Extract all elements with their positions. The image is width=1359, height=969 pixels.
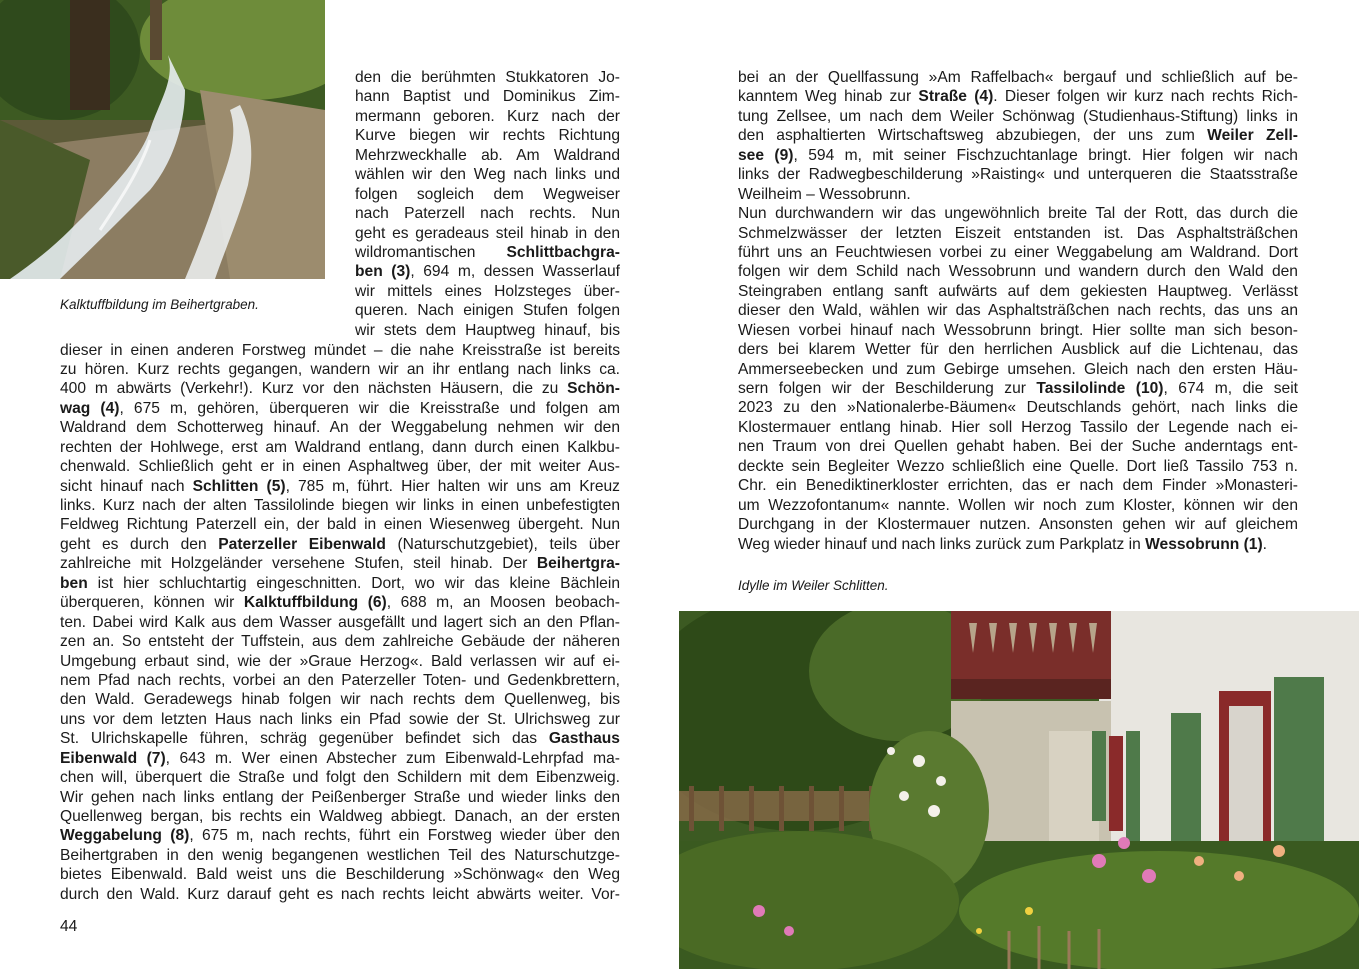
text-line: Durchgang in der Klostermauer nutzen. Ansonsten gehen wir auf gleichem xyxy=(738,516,1298,534)
text-line: Schmelzwässer der letzten Eiszeit entstanden ist. Das Asphaltsträßchen xyxy=(738,224,1298,242)
text-line: zen an. So entsteht der Tuffstein, aus dem zahlreiche Gebäude der näheren xyxy=(60,633,620,651)
text-line: Wir gehen nach links entlang der Peißenberger Straße und wieder links den xyxy=(60,788,620,806)
page-number: 44 xyxy=(60,918,78,935)
text-line xyxy=(355,243,620,262)
waypoint-bold: Weiler Zell- xyxy=(1207,127,1298,145)
text-segment: , 675 m, nach rechts, führt ein Forstweg wieder über den xyxy=(189,827,620,845)
text-line xyxy=(738,146,1298,165)
text-segment: , 688 m, an Moosen beobach- xyxy=(386,594,620,612)
text-line: 2023 zu den »Nationalerbe-Bäumen« Deutschlands gehört, nach links die xyxy=(738,399,1298,417)
waypoint-bold: ben xyxy=(60,574,88,592)
text-line xyxy=(60,729,620,748)
text-line: Beihertgraben in den wenig begangenen westlichen Teil des Naturschutzge- xyxy=(60,846,620,864)
text-line xyxy=(60,554,620,573)
text-line: nen Traum von drei Quellen gehabt haben. Bei der Suche anderntags ent- xyxy=(738,438,1298,456)
text-line xyxy=(60,749,620,768)
text-line: ten. Dabei wird Kalk aus dem Wasser ausgefällt und lagert sich an den Pflan- xyxy=(60,613,620,631)
text-line: mermann geboren. Kurz nach der xyxy=(355,107,620,125)
text-line xyxy=(60,477,620,496)
text-line: chen will, überquert die Straße und folgt den Schildern mit dem Eibenzweig. xyxy=(60,769,620,787)
text-line xyxy=(60,535,620,554)
text-line xyxy=(738,87,1298,106)
text-segment: 400 m abwärts (Verkehr!). Kurz vor den nächsten Häusern, die zu xyxy=(60,380,568,398)
text-segment: , 674 m, die seit xyxy=(1163,380,1298,397)
village-house-illustration xyxy=(679,611,1359,969)
text-segment: sicht hinauf nach xyxy=(60,477,193,495)
text-segment: zahlreiche mit Holzgeländer versehene Stufen, steil hinab. Der xyxy=(60,555,537,573)
text-line xyxy=(738,379,1298,398)
text-segment: , 694 m, dessen Wasserlauf xyxy=(410,263,620,281)
text-line: führt uns an Feuchtwiesen vorbei zu einer Weggabelung am Waldrand. Dort xyxy=(738,243,1298,261)
text-line: geht es geradeaus steil hinab in den xyxy=(355,224,620,242)
text-segment: (Naturschutzgebiet), teils über xyxy=(385,535,620,553)
text-line: rechten der Hohlwege, erst am Waldrand entlang, dann durch einen Kalkbu- xyxy=(60,438,620,456)
text-line: nach Paterzell nach rechts. Nun xyxy=(355,205,620,223)
text-segment: wildromantischen xyxy=(355,243,507,261)
waypoint-bold: see (9) xyxy=(738,146,794,164)
village-photo-caption: Idylle im Weiler Schlitten. xyxy=(738,578,889,593)
text-line: Umgebung erbaut sind, wie der »Graue Herzog«. Bald verlassen wir auf ei- xyxy=(60,652,620,670)
text-line: tung Zellsee, um nach dem Weiler Schönwag (Studienhaus-Stiftung) links in xyxy=(738,107,1298,125)
waypoint-bold: Schlitten (5) xyxy=(192,477,286,495)
text-line xyxy=(60,399,620,418)
text-line: Ammerseebecken und zum Gebirge umsehen. Gleich nach den ersten Häu- xyxy=(738,360,1298,378)
waypoint-bold: Tassilolinde (10) xyxy=(1036,380,1164,397)
text-line: bei an der Quellfassung »Am Raffelbach« bergauf und schließlich auf be- xyxy=(738,69,1298,86)
text-segment: , 785 m, führt. Hier halten wir uns am Kreuz xyxy=(285,477,620,495)
text-segment: den asphaltierten Wirtschaftsweg abzubiegen, der uns zum xyxy=(738,127,1208,145)
text-line: wir stets dem Hauptweg hinauf, bis xyxy=(355,321,620,339)
text-segment: überqueren, können wir xyxy=(60,594,244,612)
text-line: Kurve biegen wir rechts Richtung xyxy=(355,127,620,145)
text-line: Klostermauer entlang hinab. Hier soll Herzog Tassilo der Legende nach ei- xyxy=(738,418,1298,436)
text-line: Nun durchwandern wir das ungewöhnlich breite Tal der Rott, das durch die xyxy=(738,205,1298,223)
text-line xyxy=(60,574,620,593)
text-line: Feldweg Richtung Paterzell ein, der bald in einen Wiesenweg übergeht. Nun xyxy=(60,516,620,534)
text-line: wir mittels eines Holzsteges über- xyxy=(355,282,620,300)
waterfall-photo-caption: Kalktuffbildung im Beihertgraben. xyxy=(60,297,259,312)
text-line xyxy=(738,126,1298,145)
text-segment: . xyxy=(1262,535,1267,553)
waypoint-bold: Paterzeller Eibenwald xyxy=(218,535,386,553)
text-line xyxy=(60,593,620,612)
waypoint-bold: ben (3) xyxy=(355,263,411,281)
text-line: Chr. ein Benediktinerkloster errichten, das er nach dem Finder »Monasteri- xyxy=(738,477,1298,495)
waypoint-bold: Straße (4) xyxy=(918,88,994,106)
text-line xyxy=(60,826,620,845)
text-line: zu hören. Kurz rechts gegangen, wandern wir an ihr entlang nach links ca. xyxy=(60,360,620,378)
text-line: links der Radwegbeschilderung »Raisting« und unterqueren die Staatsstraße xyxy=(738,166,1298,184)
waypoint-bold: Weggabelung (8) xyxy=(60,827,190,845)
text-line: Steingraben entlang sanft aufwärts auf dem gekiesten Hauptweg. Verlässt xyxy=(738,282,1298,300)
text-line: hann Baptist und Dominikus Zim- xyxy=(355,88,620,106)
text-line: Waldrand dem Schotterweg hinauf. An der Weggabelung nehmen wir den xyxy=(60,419,620,437)
waypoint-bold: Schlittbachgra- xyxy=(506,243,620,261)
village-house-photo xyxy=(679,611,1359,969)
text-line: Mehrzweckhalle ab. Am Waldrand xyxy=(355,146,620,164)
text-segment: . Dieser folgen wir kurz nach rechts Rich- xyxy=(993,88,1298,106)
waypoint-bold: Kalktuffbildung (6) xyxy=(243,594,387,612)
waypoint-bold: Gasthaus xyxy=(548,730,620,748)
text-line: den die berühmten Stukkatoren Jo- xyxy=(355,69,620,86)
text-segment: , 594 m, mit seiner Fischzuchtanlage bringt. Hier folgen wir nach xyxy=(793,146,1298,164)
text-line: folgen sogleich dem Wegweiser xyxy=(355,185,620,203)
text-line: links. Kurz nach der alten Tassilolinde biegen wir links in einen unbefestigten xyxy=(60,497,620,514)
text-segment: , 675 m, gehören, überqueren wir die Kreisstraße und folgen am xyxy=(119,399,620,417)
text-line: Quellenweg bergan, bis rechts ein Waldweg abbiegt. Danach, an der ersten xyxy=(60,808,620,825)
text-line xyxy=(60,379,620,398)
text-segment: ist hier schluchtartig eingeschnitten. Dort, wo wir das kleine Bächlein xyxy=(87,574,620,592)
text-line: folgen wir dem Schild nach Wessobrunn und wandern durch den Wald den xyxy=(738,263,1298,281)
text-segment: , 643 m. Wer einen Abstecher zum Eibenwald-Lehrpfad ma- xyxy=(165,749,620,767)
text-line xyxy=(738,535,1298,554)
text-line: bietes Eibenwald. Bald weist uns die Beschilderung »Schönwag« den Weg xyxy=(60,866,620,884)
text-segment: Weg wieder hinauf und nach links zurück zum Parkplatz in xyxy=(738,535,1146,553)
text-segment: geht es durch den xyxy=(60,535,219,553)
waypoint-bold: wag (4) xyxy=(60,399,120,417)
text-line: durch den Wald. Kurz darauf geht es nach rechts leicht abwärts weiter. Vor- xyxy=(60,885,620,903)
text-line: nem Pfad nach rechts, vorbei an den Paterzeller Toten- und Gedenkbrettern, xyxy=(60,671,620,689)
text-line: dieser in einen anderen Forstweg mündet – die nahe Kreisstraße ist bereits xyxy=(60,341,620,359)
text-line: Weilheim – Wessobrunn. xyxy=(738,185,911,203)
text-line: uns vor dem letzten Haus nach links ein Pfad sowie der St. Ulrichsweg zur xyxy=(60,710,620,728)
left-page-column-text xyxy=(355,68,620,340)
text-line: wählen wir den Weg nach links und xyxy=(355,166,620,184)
text-line: queren. Nach einigen Stufen folgen xyxy=(355,302,620,320)
text-line: dieser den Wald, wählen wir das Asphaltsträßchen nach rechts, das uns an xyxy=(738,302,1298,320)
text-line: deckte sein Begleiter Wezzo schließlich eine Quelle. Dort ließ Tassilo 753 n. xyxy=(738,457,1298,475)
text-line: Wiesen vorbei hinauf nach Wessobrunn bringt. Hier sollte man sich beson- xyxy=(738,321,1298,339)
text-segment: kanntem Weg hinab zur xyxy=(738,88,919,106)
waypoint-bold: Beihertgra- xyxy=(536,555,620,573)
text-line: um Wezzofontanum« nannte. Wollen wir noch zum Kloster, können wir den xyxy=(738,496,1298,514)
text-segment: sern folgen wir der Beschilderung zur xyxy=(738,380,1037,397)
text-line: chenwald. Schließlich geht er in einen Asphaltweg über, der mit weiter Aus- xyxy=(60,458,620,476)
waypoint-bold: Schön- xyxy=(567,380,620,398)
waterfall-illustration xyxy=(0,0,325,279)
text-line xyxy=(355,262,620,281)
text-line: ders bei klarem Wetter für den herrlichen Ausblick auf die Lichtenau, das xyxy=(738,341,1298,359)
waypoint-bold: Wessobrunn (1) xyxy=(1145,535,1263,553)
text-segment: St. Ulrichskapelle führen, schräg gegenüber befindet sich das xyxy=(60,730,549,748)
waterfall-photo xyxy=(0,0,325,279)
waypoint-bold: Eibenwald (7) xyxy=(60,749,166,767)
right-page-body-text xyxy=(738,68,1298,554)
text-line: den Wald. Geradewegs hinab folgen wir nach rechts dem Quellenweg, bis xyxy=(60,691,620,709)
left-page-body-text xyxy=(60,341,620,905)
